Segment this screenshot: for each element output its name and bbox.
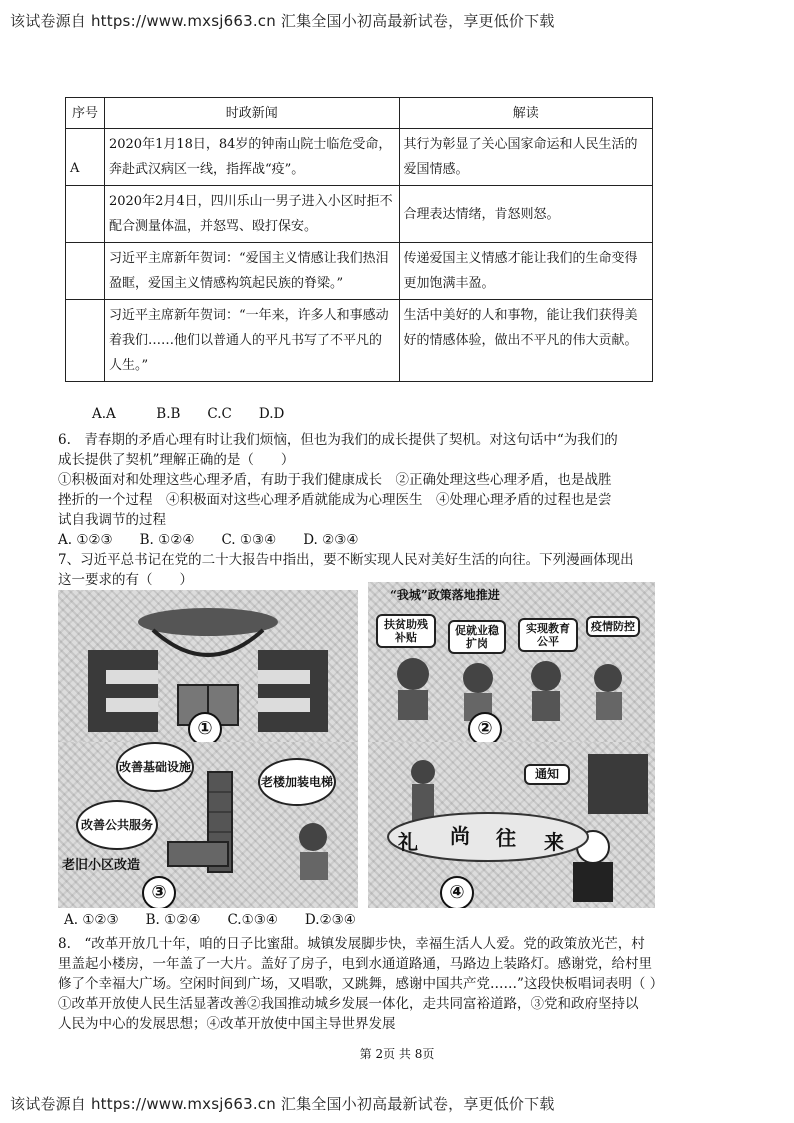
- cartoon-2-drawing: [368, 582, 655, 742]
- cartoon-2: [368, 582, 655, 742]
- cartoon-3-bubble: 改善公共服务: [76, 800, 158, 850]
- row-interpretation: 传递爱国主义情感才能让我们的生命变得更加饱满丰盈。: [399, 243, 653, 300]
- cartoon-2-sign: 疫情防控: [586, 616, 640, 637]
- cartoon-2-sign: 促就业稳扩岗: [448, 620, 506, 654]
- cartoon-3-bubble: 改善基础设施: [116, 742, 194, 792]
- table-row: [66, 300, 653, 382]
- cartoon-3-number: ③: [142, 876, 176, 908]
- cartoon-4-word: 尚: [450, 824, 470, 848]
- cartoon-4-notice-sign: 通知: [524, 764, 570, 785]
- cartoon-2-sign: 实现教育公平: [518, 618, 578, 652]
- page-number: 第 2页 共 8页: [359, 1047, 435, 1061]
- q7-stem-line2: 这一要求的有（ ）: [58, 572, 193, 588]
- row-letter: [66, 243, 105, 300]
- row-news: 习近平主席新年贺词：“一年来，许多人和事感动着我们……他们以普通人的平凡书写了不平凡的人生。”: [104, 300, 399, 382]
- table-row: [66, 243, 653, 300]
- header-news: 时政新闻: [104, 98, 399, 129]
- row-letter: A: [66, 129, 105, 186]
- table-header-row: [66, 98, 653, 129]
- row-news: 2020年1月18日，84岁的钟南山院士临危受命，奔赴武汉病区一线，指挥战“疫”。: [104, 129, 399, 186]
- cartoon-3: [58, 742, 358, 908]
- header-interpretation: 解读: [399, 98, 653, 129]
- cartoon-2-number: ②: [468, 712, 502, 742]
- row-letter: [66, 300, 105, 382]
- watermark-banner-bottom: 该试卷源自 https://www.mxsj663.cn 汇集全国小初高最新试卷，享更低价下载: [10, 1095, 555, 1113]
- q6-option-line3: 试自我调节的过程: [58, 512, 166, 528]
- q8-line1: 8. “改革开放几十年，咱的日子比蜜甜。城镇发展脚步快，幸福生活人人爱。党的政策放光芒，村: [58, 936, 645, 952]
- row-interpretation: 生活中美好的人和事物，能让我们获得美好的情感体验，做出不平凡的伟大贡献。: [399, 300, 653, 382]
- watermark-banner-top: 该试卷源自 https://www.mxsj663.cn 汇集全国小初高最新试卷，享更低价下载: [10, 12, 555, 30]
- row-news: 2020年2月4日，四川乐山一男子进入小区时拒不配合测量体温，并怒骂、殴打保安。: [104, 186, 399, 243]
- row-interpretation: 合理表达情绪，肯怒则怒。: [399, 186, 653, 243]
- q6-option-line2: 挫折的一个过程 ④积极面对这些心理矛盾就能成为心理医生 ④处理心理矛盾的过程也是尝: [58, 492, 612, 508]
- cartoon-3-caption: 老旧小区改造: [62, 858, 141, 873]
- row-interpretation: 其行为彰显了关心国家命运和人民生活的爱国情感。: [399, 129, 653, 186]
- table-row: [66, 186, 653, 243]
- q6-stem-line1: 6. 青春期的矛盾心理有时让我们烦恼，但也为我们的成长提供了契机。对这句话中“为我们的: [58, 432, 618, 448]
- cartoon-1: [58, 590, 358, 742]
- cartoon-2-sign: 扶贫助残补贴: [376, 614, 436, 648]
- cartoon-4-word: 往: [496, 826, 516, 850]
- table-row: [66, 129, 653, 186]
- cartoon-4: [368, 742, 655, 908]
- q5-options: A.A B.B C.C D.D: [92, 406, 285, 422]
- q6-choices: A. ①②③ B. ①②④ C. ①③④ D. ②③④: [58, 532, 359, 548]
- q8-line4: ①改革开放使人民生活显著改善②我国推动城乡发展一体化，走共同富裕道路，③党和政府坚持以: [58, 996, 639, 1012]
- q6-option-line1: ①积极面对和处理这些心理矛盾，有助于我们健康成长 ②正确处理这些心理矛盾，也是战胜: [58, 472, 612, 488]
- q8-line5: 人民为中心的发展思想；④改革开放使中国主导世界发展: [58, 1016, 396, 1032]
- news-table: [65, 97, 653, 382]
- q8-line2: 里盖起小楼房，一年盖了一大片。盖好了房子，电到水通道路通，马路边上装路灯。感谢党，给村里: [58, 956, 652, 972]
- row-news: 习近平主席新年贺词：“爱国主义情感让我们热泪盈眶，爱国主义情感构筑起民族的脊梁。”: [104, 243, 399, 300]
- q7-choices: A. ①②③ B. ①②④ C.①③④ D.②③④: [64, 912, 356, 928]
- header-number: 序号: [66, 98, 105, 129]
- cartoon-4-number: ④: [440, 876, 474, 908]
- cartoon-4-word: 来: [544, 830, 564, 854]
- cartoon-4-word: 礼: [398, 830, 418, 854]
- cartoon-3-bubble: 老楼加装电梯: [258, 758, 336, 806]
- cartoon-2-title: “我城”政策落地推进: [390, 588, 500, 602]
- cartoon-1-number: ①: [188, 712, 222, 742]
- row-letter: [66, 186, 105, 243]
- q8-line3: 修了个幸福大广场。空闲时间到广场，又唱歌，又跳舞，感谢中国共产党……”这段快板唱词表明（ ）: [58, 976, 664, 992]
- q7-stem-line1: 7、习近平总书记在党的二十大报告中指出，要不断实现人民对美好生活的向往。下列漫画体现出: [58, 552, 634, 568]
- q6-stem-line2: 成长提供了契机”理解正确的是（ ）: [58, 452, 295, 468]
